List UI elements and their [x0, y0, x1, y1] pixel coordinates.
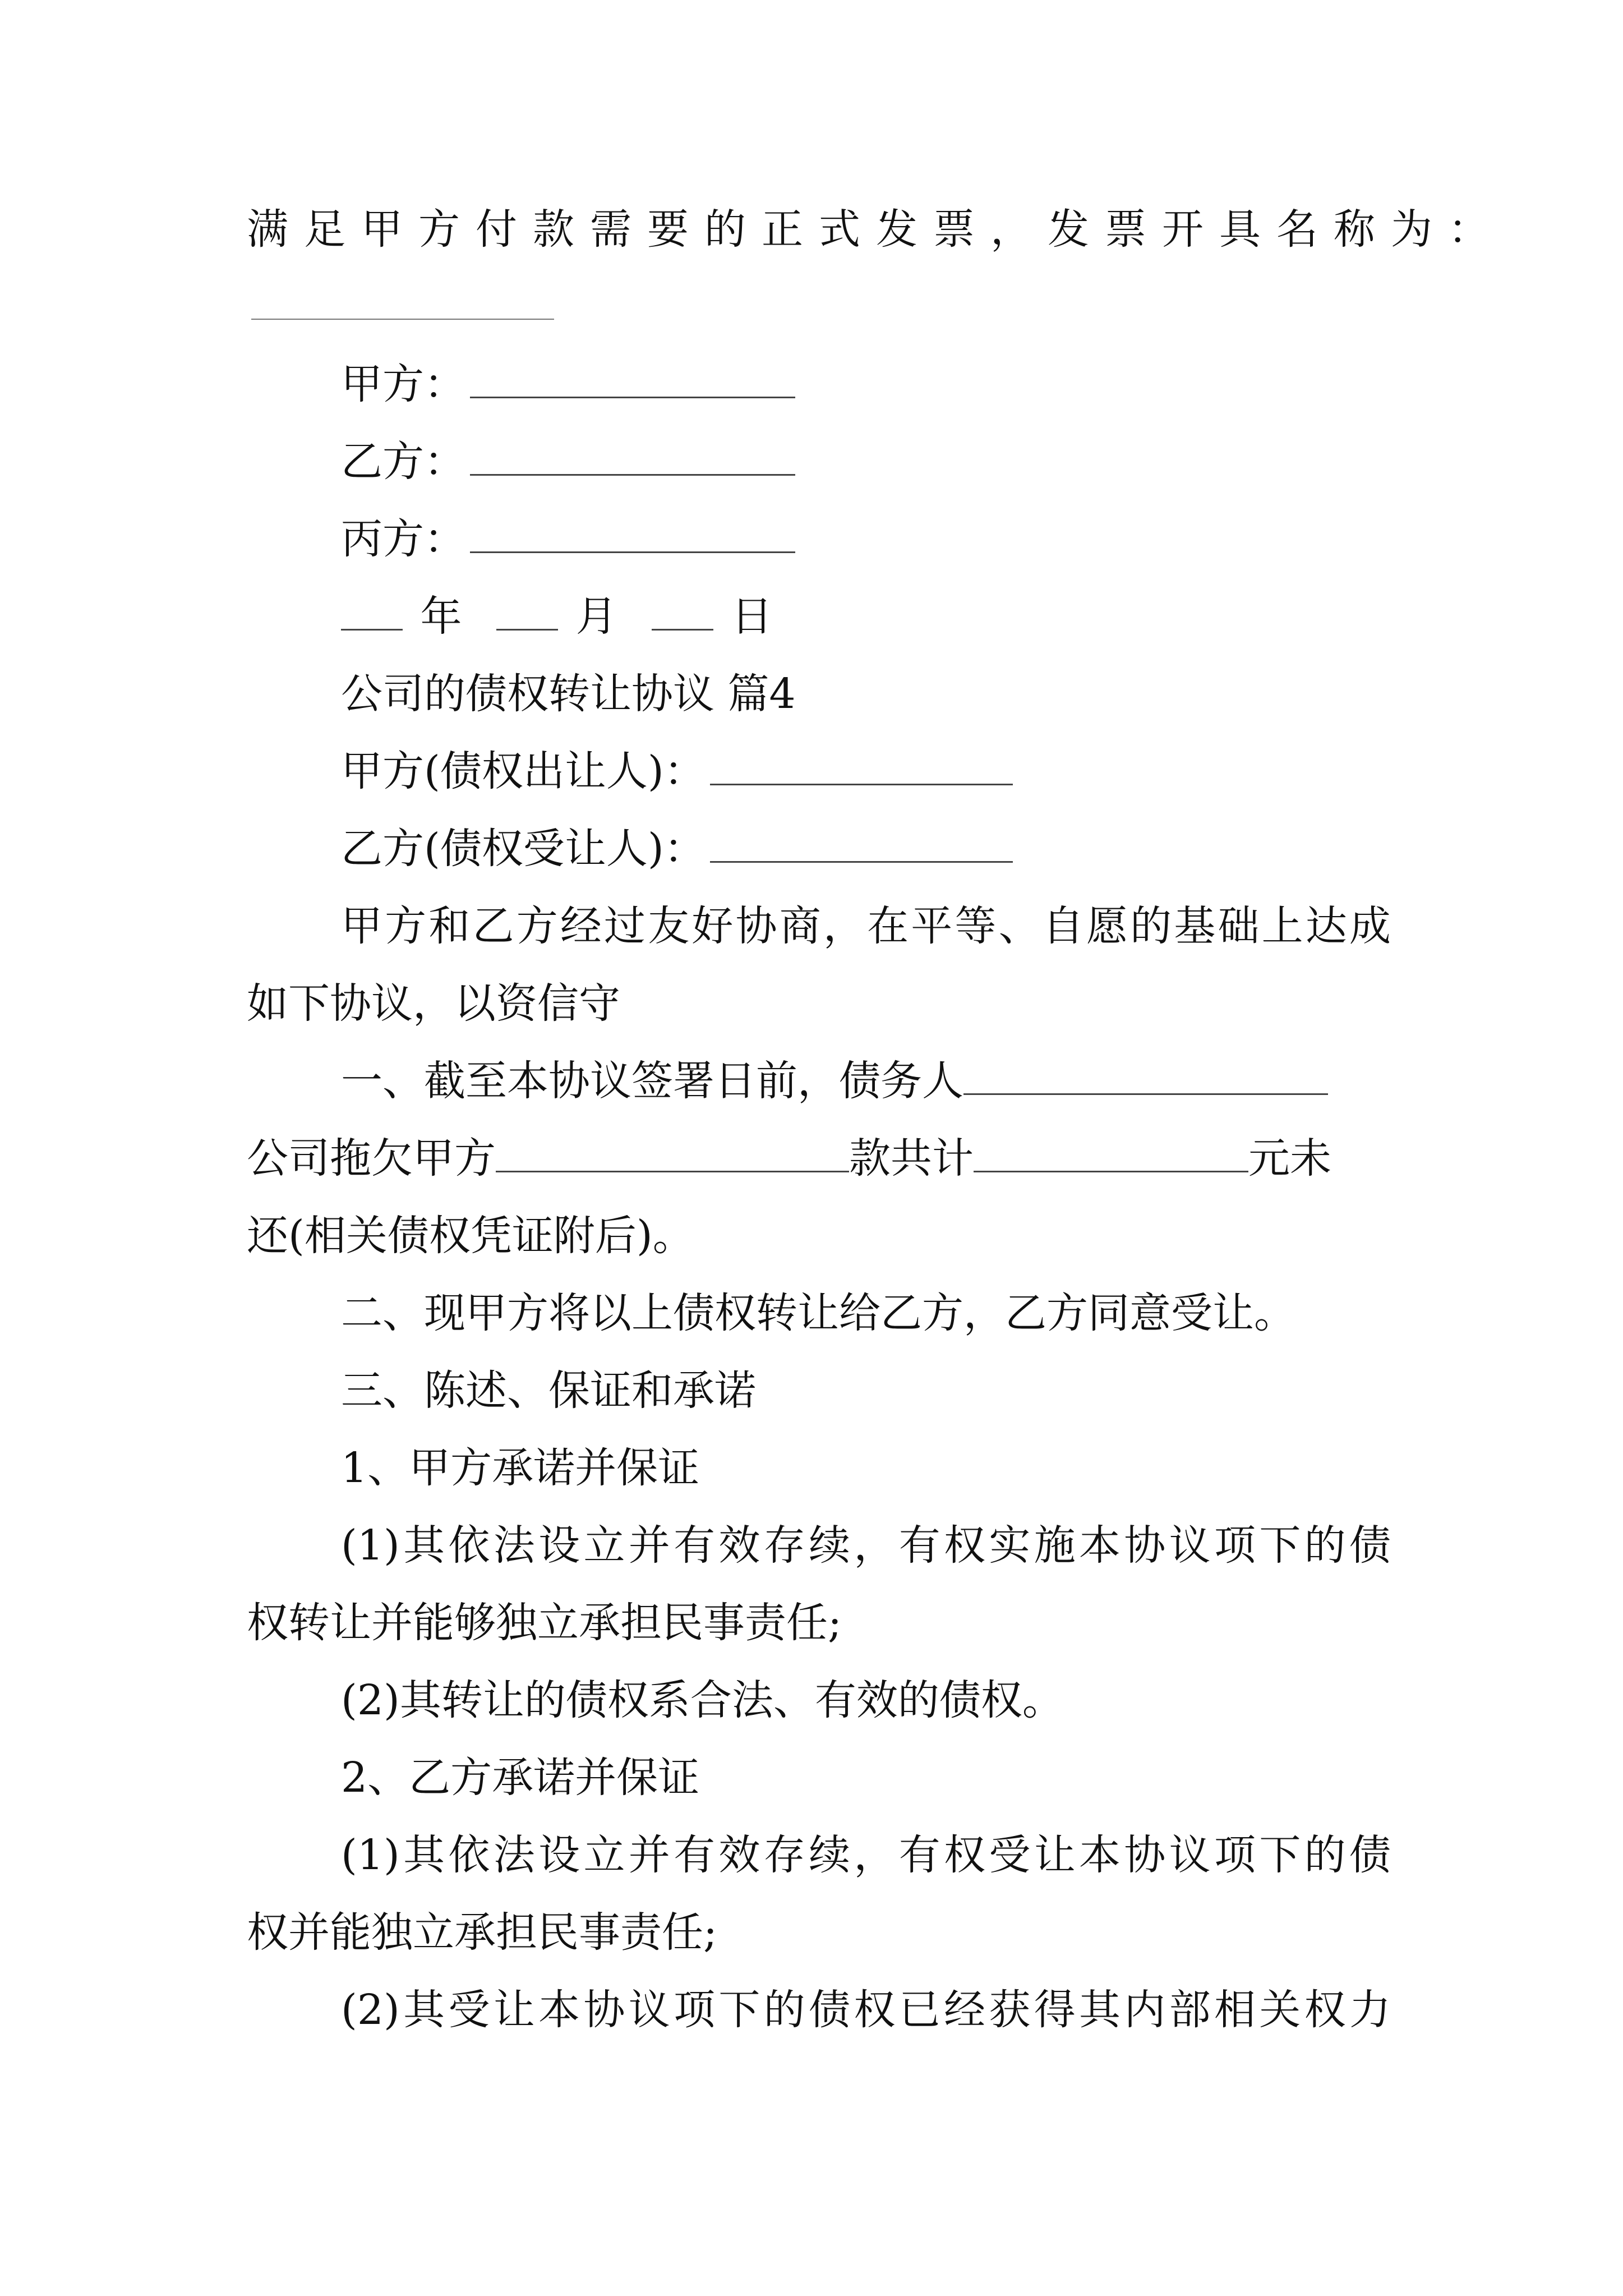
clause-3-1-a-line-1	[247, 1507, 1391, 1584]
clause-1-text-3: 还(相关债权凭证附后)。	[247, 1212, 694, 1260]
party-b-blank[interactable]	[470, 435, 795, 476]
creditor-out-line	[247, 733, 1391, 810]
clause-3-1-text: 1、甲方承诺并保证	[341, 1444, 700, 1492]
month-label: 月	[575, 592, 617, 641]
clause-3-1-a-text-2: 权转让并能够独立承担民事责任;	[247, 1599, 842, 1647]
month-blank[interactable]	[496, 590, 558, 631]
clause-1-text-1: 一、截至本协议签署日前，债务人	[341, 1057, 963, 1105]
year-blank[interactable]	[341, 590, 403, 631]
document-page	[247, 191, 1505, 2049]
clause-3-1-b-text: (2)其转让的债权系合法、有效的债权。	[341, 1676, 1064, 1724]
creditor-out-blank[interactable]	[710, 744, 1013, 785]
section-title	[247, 655, 1391, 733]
clause-3-2-a-text-1: (1)其依法设立并有效存续，有权受让本协议项下的债	[341, 1831, 1391, 1879]
clause-1-line-2	[247, 1120, 1391, 1197]
creditor-in-label: 乙方(债权受让人)：	[341, 825, 706, 873]
clause-1-line-3	[247, 1197, 1391, 1274]
payment-type-blank[interactable]	[496, 1131, 849, 1172]
party-a-blank[interactable]	[470, 357, 795, 398]
invoice-text: 满足甲方付款需要的正式发票，发票开具名称为：	[247, 205, 1505, 254]
clause-3-2-a-line-1	[247, 1816, 1391, 1894]
clause-1-text-2a: 公司拖欠甲方	[247, 1134, 496, 1182]
creditor-out-label: 甲方(债权出让人)：	[341, 747, 706, 795]
amount-blank[interactable]	[974, 1131, 1248, 1172]
clause-1-line-1	[247, 1042, 1391, 1120]
creditor-in-blank[interactable]	[710, 822, 1013, 863]
day-label: 日	[731, 592, 773, 641]
year-label: 年	[420, 592, 462, 641]
intro-text-1: 甲方和乙方经过友好协商，在平等、自愿的基础上达成	[341, 902, 1391, 950]
section-title-text: 公司的债权转让协议 篇4	[341, 670, 796, 718]
clause-3-2-text: 2、乙方承诺并保证	[341, 1754, 700, 1802]
clause-3-2-b-text-1: (2)其受让本协议项下的债权已经获得其内部相关权力	[341, 1986, 1391, 2034]
party-b-label: 乙方：	[341, 438, 465, 486]
clause-1-text-2b: 款共计	[849, 1134, 974, 1182]
clause-3	[247, 1352, 1391, 1429]
clause-1-text-2c: 元未	[1248, 1134, 1331, 1182]
date-line	[247, 578, 1391, 655]
clause-3-text: 三、陈述、保证和承诺	[341, 1366, 756, 1415]
debtor-blank[interactable]	[963, 1054, 1328, 1095]
party-c-blank[interactable]	[470, 512, 795, 553]
invoice-name-blank[interactable]	[251, 279, 554, 320]
party-c-line	[247, 500, 1391, 578]
clause-2-text: 二、现甲方将以上债权转让给乙方，乙方同意受让。	[341, 1289, 1295, 1337]
clause-3-1-b	[247, 1662, 1391, 1739]
clause-3-1-a-line-2	[247, 1584, 1391, 1662]
clause-3-1-a-text-1: (1)其依法设立并有效存续，有权实施本协议项下的债	[341, 1521, 1391, 1570]
day-blank[interactable]	[652, 590, 713, 631]
clause-2	[247, 1274, 1391, 1352]
clause-3-2-b-line-1	[247, 1971, 1391, 2049]
intro-text-2: 如下协议，以资信守	[247, 979, 620, 1028]
intro-line-2	[247, 965, 1391, 1042]
clause-3-2-a-text-2: 权并能独立承担民事责任;	[247, 1908, 717, 1957]
party-a-line	[247, 346, 1391, 423]
invoice-line	[247, 191, 1505, 268]
party-a-label: 甲方：	[341, 360, 465, 408]
clause-3-2	[247, 1739, 1391, 1816]
invoice-name-blank-line	[247, 268, 1391, 346]
clause-3-1	[247, 1429, 1391, 1507]
creditor-in-line	[247, 810, 1391, 887]
clause-3-2-a-line-2	[247, 1894, 1391, 1971]
party-b-line	[247, 423, 1391, 500]
intro-line-1	[247, 887, 1391, 965]
party-c-label: 丙方：	[341, 515, 465, 563]
